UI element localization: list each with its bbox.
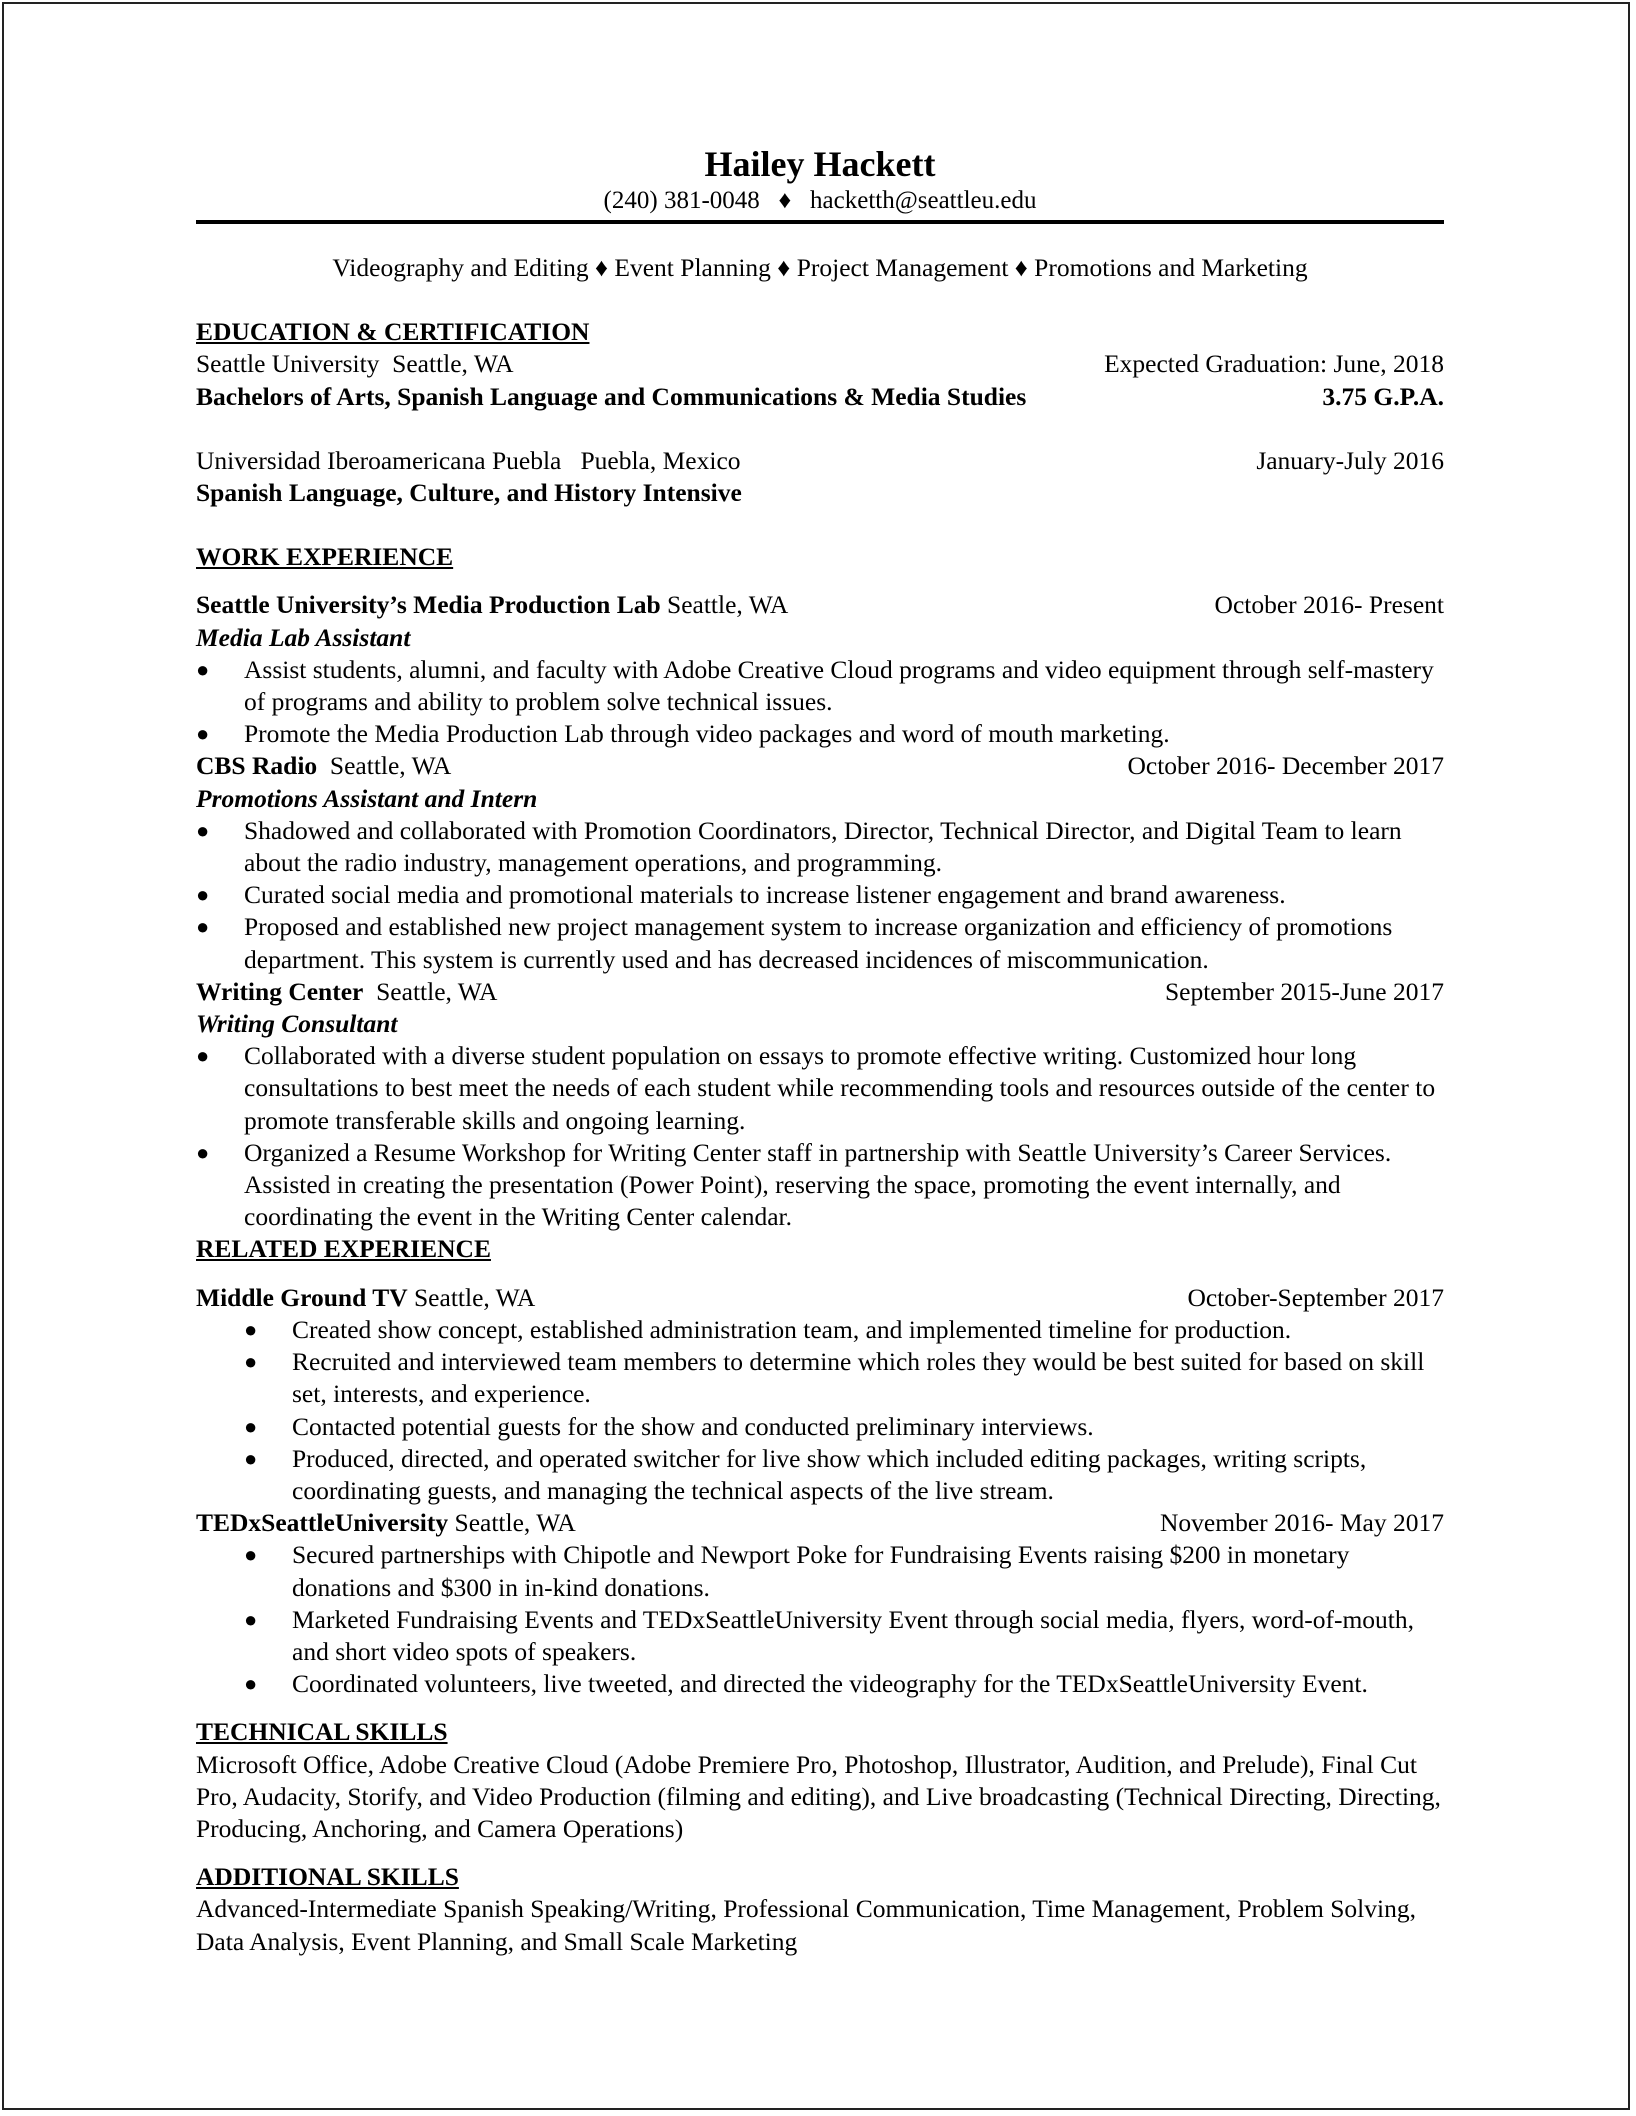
list-item: ● Coordinated volunteers, live tweeted, and directed the videography for the TEDxSeattleUniversity Event. (196, 1668, 1444, 1700)
diamond-separator-icon: ♦ (778, 187, 792, 214)
resume-page (2, 2, 1630, 2110)
education-date: Expected Graduation: June, 2018 (1104, 349, 1444, 379)
bullet-icon: ● (244, 1316, 258, 1342)
education-date: January-July 2016 (1256, 445, 1444, 475)
bullet-icon: ● (244, 1349, 258, 1375)
list-item: ● Collaborated with a diverse student population on essays to promote effective writing. Customized hour long consultations to best meet the needs of each student while recommending tools and resources outside of the center to promote transferable skills and ongoing learning. (196, 1041, 1436, 1135)
technical-skills-section (196, 1716, 1444, 1845)
list-item: ● Shadowed and collaborated with Promotion Coordinators, Director, Technical Director, and Digital Team to learn about the radio industry, management operations, and programming. (196, 815, 1402, 878)
section-heading-technical: TECHNICAL SKILLS (196, 1717, 448, 1747)
job-bullets (196, 1040, 1444, 1233)
job-date: November 2016- May 2017 (1160, 1508, 1444, 1538)
education-entry-row (196, 445, 1444, 477)
job-header-row (196, 589, 1444, 621)
education-entry-row (196, 348, 1444, 380)
employer-name: Writing Center (196, 976, 364, 1006)
job-title: Media Lab Assistant (196, 622, 411, 652)
job-date: September 2015-June 2017 (1164, 976, 1444, 1006)
education-section (196, 316, 1444, 509)
job-title: Writing Consultant (196, 1009, 398, 1039)
gpa: 3.75 G.P.A. (1322, 381, 1444, 411)
related-section (196, 1233, 1444, 1700)
email-address: hacketth@seattleu.edu (810, 187, 1037, 214)
job-location: Seattle, WA (363, 976, 498, 1006)
school-name: Universidad Iberoamericana Puebla Puebla, Mexico (196, 445, 741, 475)
program-title: Spanish Language, Culture, and History Intensive (196, 478, 742, 508)
job-header-row (196, 750, 1444, 782)
degree-title: Bachelors of Arts, Spanish Language and Communications & Media Studies (196, 381, 1027, 411)
resume-name: Hailey Hackett (704, 144, 936, 184)
bullet-icon: ● (244, 1542, 258, 1568)
job-title: Promotions Assistant and Intern (196, 783, 538, 813)
list-item: ● Secured partnerships with Chipotle and Newport Poke for Fundraising Events raising $200 in monetary donations and $300 in in-kind donations. (244, 1540, 1350, 1602)
list-item: ● Curated social media and promotional materials to increase listener engagement and brand awareness. (196, 879, 1444, 911)
job-header-row (196, 1507, 1444, 1539)
section-heading-work: WORK EXPERIENCE (196, 542, 454, 572)
additional-skills-section (196, 1861, 1444, 1958)
work-section (196, 541, 1444, 1233)
list-item: ● Organized a Resume Workshop for Writing Center staff in partnership with Seattle University’s Career Services. Assisted in creating the presentation (Power Point), reserving the space, promoting the event internally, and coordinating the event in the Writing Center calendar. (196, 1137, 1392, 1232)
list-item: ● Promote the Media Production Lab through video packages and word of mouth marketing. (196, 718, 1444, 750)
list-item: ● Recruited and interviewed team members to determine which roles they would be best suited for based on skill set, interests, and experience. (244, 1347, 1425, 1409)
section-heading-additional: ADDITIONAL SKILLS (196, 1862, 459, 1892)
job-location: Seattle, WA (407, 1282, 536, 1312)
job-date: October 2016- December 2017 (1127, 751, 1444, 781)
additional-skills-text: Advanced-Intermediate Spanish Speaking/Writing, Professional Communication, Time Management, Problem Solving, Data Analysis, Event Planning, and Small Scale Marketing (196, 1894, 1416, 1956)
job-location: Seattle, WA (317, 751, 452, 781)
bullet-icon: ● (196, 721, 210, 747)
job-date: October 2016- Present (1214, 590, 1444, 620)
list-item: ● Produced, directed, and operated switcher for live show which included editing packages, writing scripts, coordinating guests, and managing the technical aspects of the live stream. (244, 1443, 1367, 1505)
section-heading-related: RELATED EXPERIENCE (196, 1234, 491, 1264)
list-item: ● Proposed and established new project management system to increase organization and efficiency of promotions department. This system is currently used and has decreased incidences of miscommunication. (196, 912, 1393, 974)
list-item: ● Assist students, alumni, and faculty with Adobe Creative Cloud programs and video equipment through self-mastery of programs and ability to problem solve technical issues. (196, 654, 1434, 717)
employer-name: TEDxSeattleUniversity (196, 1508, 449, 1538)
bullet-icon: ● (244, 1445, 258, 1471)
list-item: ● Marketed Fundraising Events and TEDxSeattleUniversity Event through social media, flyers, word-of-mouth, and short video spots of speakers. (244, 1604, 1414, 1666)
list-item: ● Created show concept, established administration team, and implemented timeline for production. (196, 1314, 1444, 1346)
job-location: Seattle, WA (448, 1508, 576, 1538)
employer-name: Middle Ground TV (196, 1282, 408, 1312)
resume-content (196, 142, 1444, 1958)
employer-name: CBS Radio (196, 751, 318, 781)
bullet-icon: ● (244, 1413, 258, 1439)
bullet-icon: ● (196, 656, 210, 682)
job-bullets (196, 1539, 1444, 1700)
job-location: Seattle, WA (660, 590, 789, 620)
skills-summary: Videography and Editing ♦ Event Planning ♦ Project Management ♦ Promotions and Marketing (332, 253, 1308, 282)
job-header-row (196, 976, 1444, 1008)
bullet-icon: ● (244, 1606, 258, 1632)
header-rule (196, 220, 1444, 224)
bullet-icon: ● (196, 882, 210, 908)
job-header-row (196, 1282, 1444, 1314)
job-bullets (196, 1314, 1444, 1507)
contact-line (196, 186, 1444, 216)
school-name: Seattle University Seattle, WA (196, 349, 514, 379)
bullet-icon: ● (196, 1043, 210, 1069)
bullet-icon: ● (196, 914, 210, 940)
employer-name: Seattle University’s Media Production Lab (196, 590, 661, 620)
section-heading-education: EDUCATION & CERTIFICATION (196, 317, 590, 347)
bullet-icon: ● (196, 817, 210, 843)
bullet-icon: ● (196, 1139, 210, 1165)
degree-row (196, 381, 1444, 413)
job-bullets (196, 815, 1444, 976)
job-date: October-September 2017 (1187, 1282, 1444, 1312)
list-item: ● Contacted potential guests for the show and conducted preliminary interviews. (196, 1411, 1444, 1443)
technical-skills-text: Microsoft Office, Adobe Creative Cloud (Adobe Premiere Pro, Photoshop, Illustrator, Audition, and Prelude), Final Cut Pro, Audacity, Storify, and Video Production (filming and editing), and Live broadcasting (Technical Directing, Directing, Producing, Anchoring, and Camera Operations) (196, 1749, 1441, 1843)
job-bullets (196, 654, 1444, 751)
bullet-icon: ● (244, 1671, 258, 1697)
phone-number: (240) 381-0048 (603, 187, 760, 214)
